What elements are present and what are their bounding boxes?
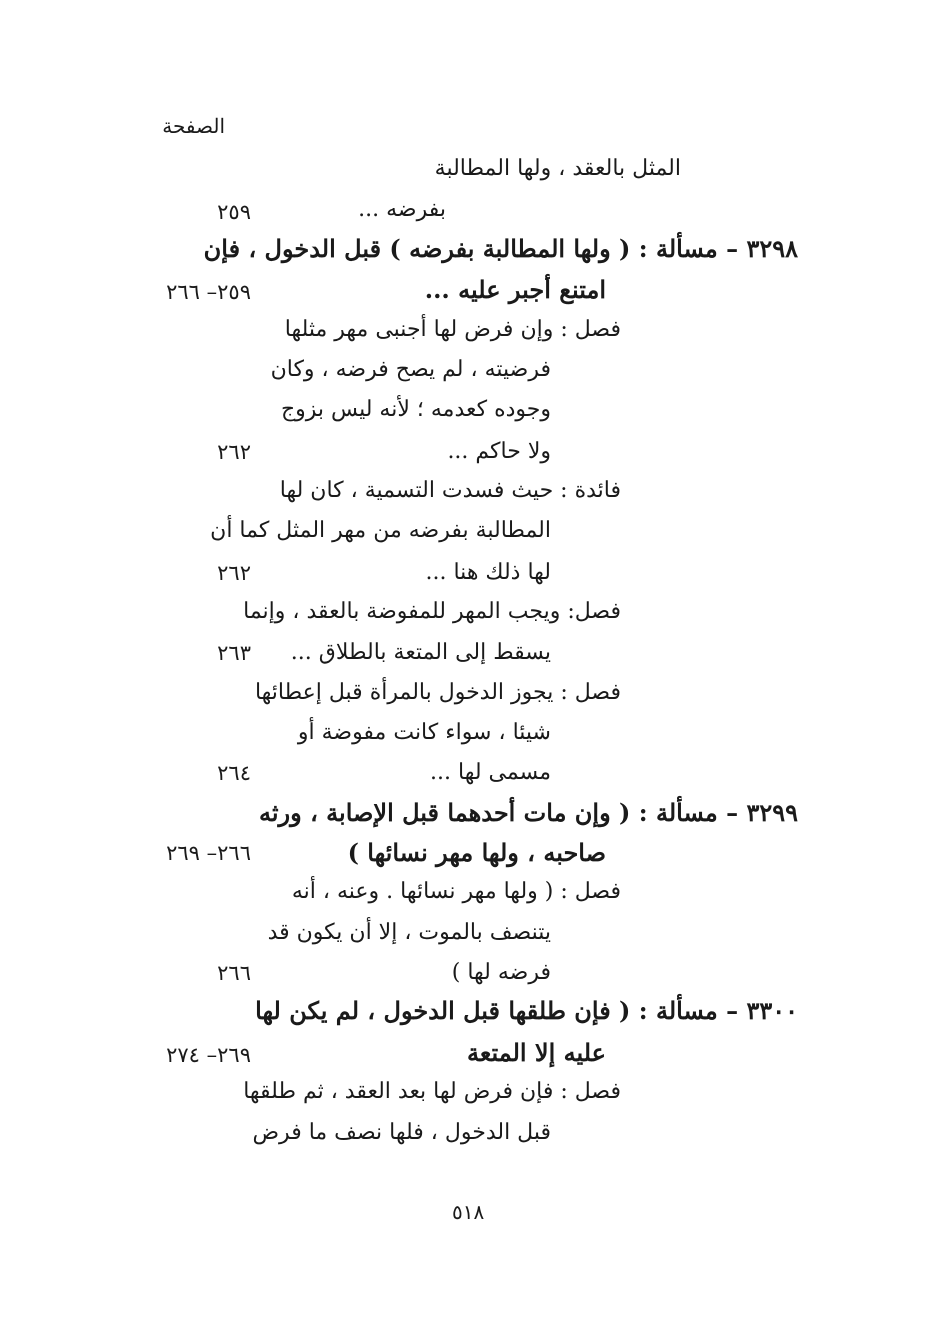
page-ref: ٢٦٦ <box>217 961 251 985</box>
page-ref: ٢٦٢ <box>217 561 251 585</box>
index-line: فصل : فإن فرض لها بعد العقد ، ثم طلقها <box>243 1079 621 1104</box>
page-column-header: الصفحة <box>162 114 225 138</box>
page-ref: ٢٥٩ <box>217 200 251 224</box>
page-ref: ٢٦٤ <box>217 761 251 785</box>
page-ref: ٢٥٩– ٢٦٦ <box>166 280 251 304</box>
index-line: يتنصف بالموت ، إلا أن يكون قد <box>267 920 551 945</box>
index-line: فصل: ويجب المهر للمفوضة بالعقد ، وإنما <box>243 599 621 624</box>
index-line: لها ذلك هنا ... <box>425 560 551 585</box>
index-line: فصل : يجوز الدخول بالمرأة قبل إعطائها <box>254 680 621 705</box>
index-line: وجوده كعدمه ؛ لأنه ليس بزوج <box>280 397 551 422</box>
entry-heading: ٣٢٩٨ – مسألة : ( ولها المطالبة بفرضه ) قبل الدخول ، فإن <box>203 234 798 263</box>
page-ref: ٢٦٩– ٢٧٤ <box>166 1043 251 1067</box>
index-line: فرضه لها ) <box>451 960 551 985</box>
entry-heading: ٣٣٠٠ – مسألة : ( فإن طلقها قبل الدخول ، لم يكن لها <box>255 996 798 1025</box>
index-line: بفرضه ... <box>358 197 446 222</box>
index-line: فصل : وإن فرض لها أجنبى مهر مثلها <box>284 317 621 342</box>
index-line: المثل بالعقد ، ولها المطالبة <box>434 156 681 181</box>
index-line: المطالبة بفرضه من مهر المثل كما أن <box>210 518 551 543</box>
page-number: ٥١٨ <box>452 1200 485 1224</box>
page-ref: ٢٦٦– ٢٦٩ <box>166 841 251 865</box>
index-line: فصل : ( ولها مهر نسائها . وعنه ، أنه <box>291 879 621 904</box>
entry-heading-cont: صاحبه ، ولها مهر نسائها ) <box>347 838 606 867</box>
entry-heading: ٣٢٩٩ – مسألة : ( وإن مات أحدهما قبل الإصابة ، ورثه <box>259 798 798 827</box>
page-ref: ٢٦٣ <box>217 641 251 665</box>
index-line: ولا حاكم ... <box>447 439 551 464</box>
page-ref: ٢٦٢ <box>217 440 251 464</box>
index-line: مسمى لها ... <box>430 760 551 785</box>
index-line: فرضيته ، لم يصح فرضه ، وكان <box>270 357 551 382</box>
index-line: فائدة : حيث فسدت التسمية ، كان لها <box>279 478 621 503</box>
index-line: شيئا ، سواء كانت مفوضة أو <box>297 720 551 745</box>
index-line: يسقط إلى المتعة بالطلاق ... <box>290 640 551 665</box>
entry-heading-cont: عليه إلا المتعة <box>467 1038 606 1067</box>
entry-heading-cont: امتنع أجبر عليه ... <box>424 275 606 304</box>
index-line: قبل الدخول ، فلها نصف ما فرض <box>252 1120 551 1145</box>
